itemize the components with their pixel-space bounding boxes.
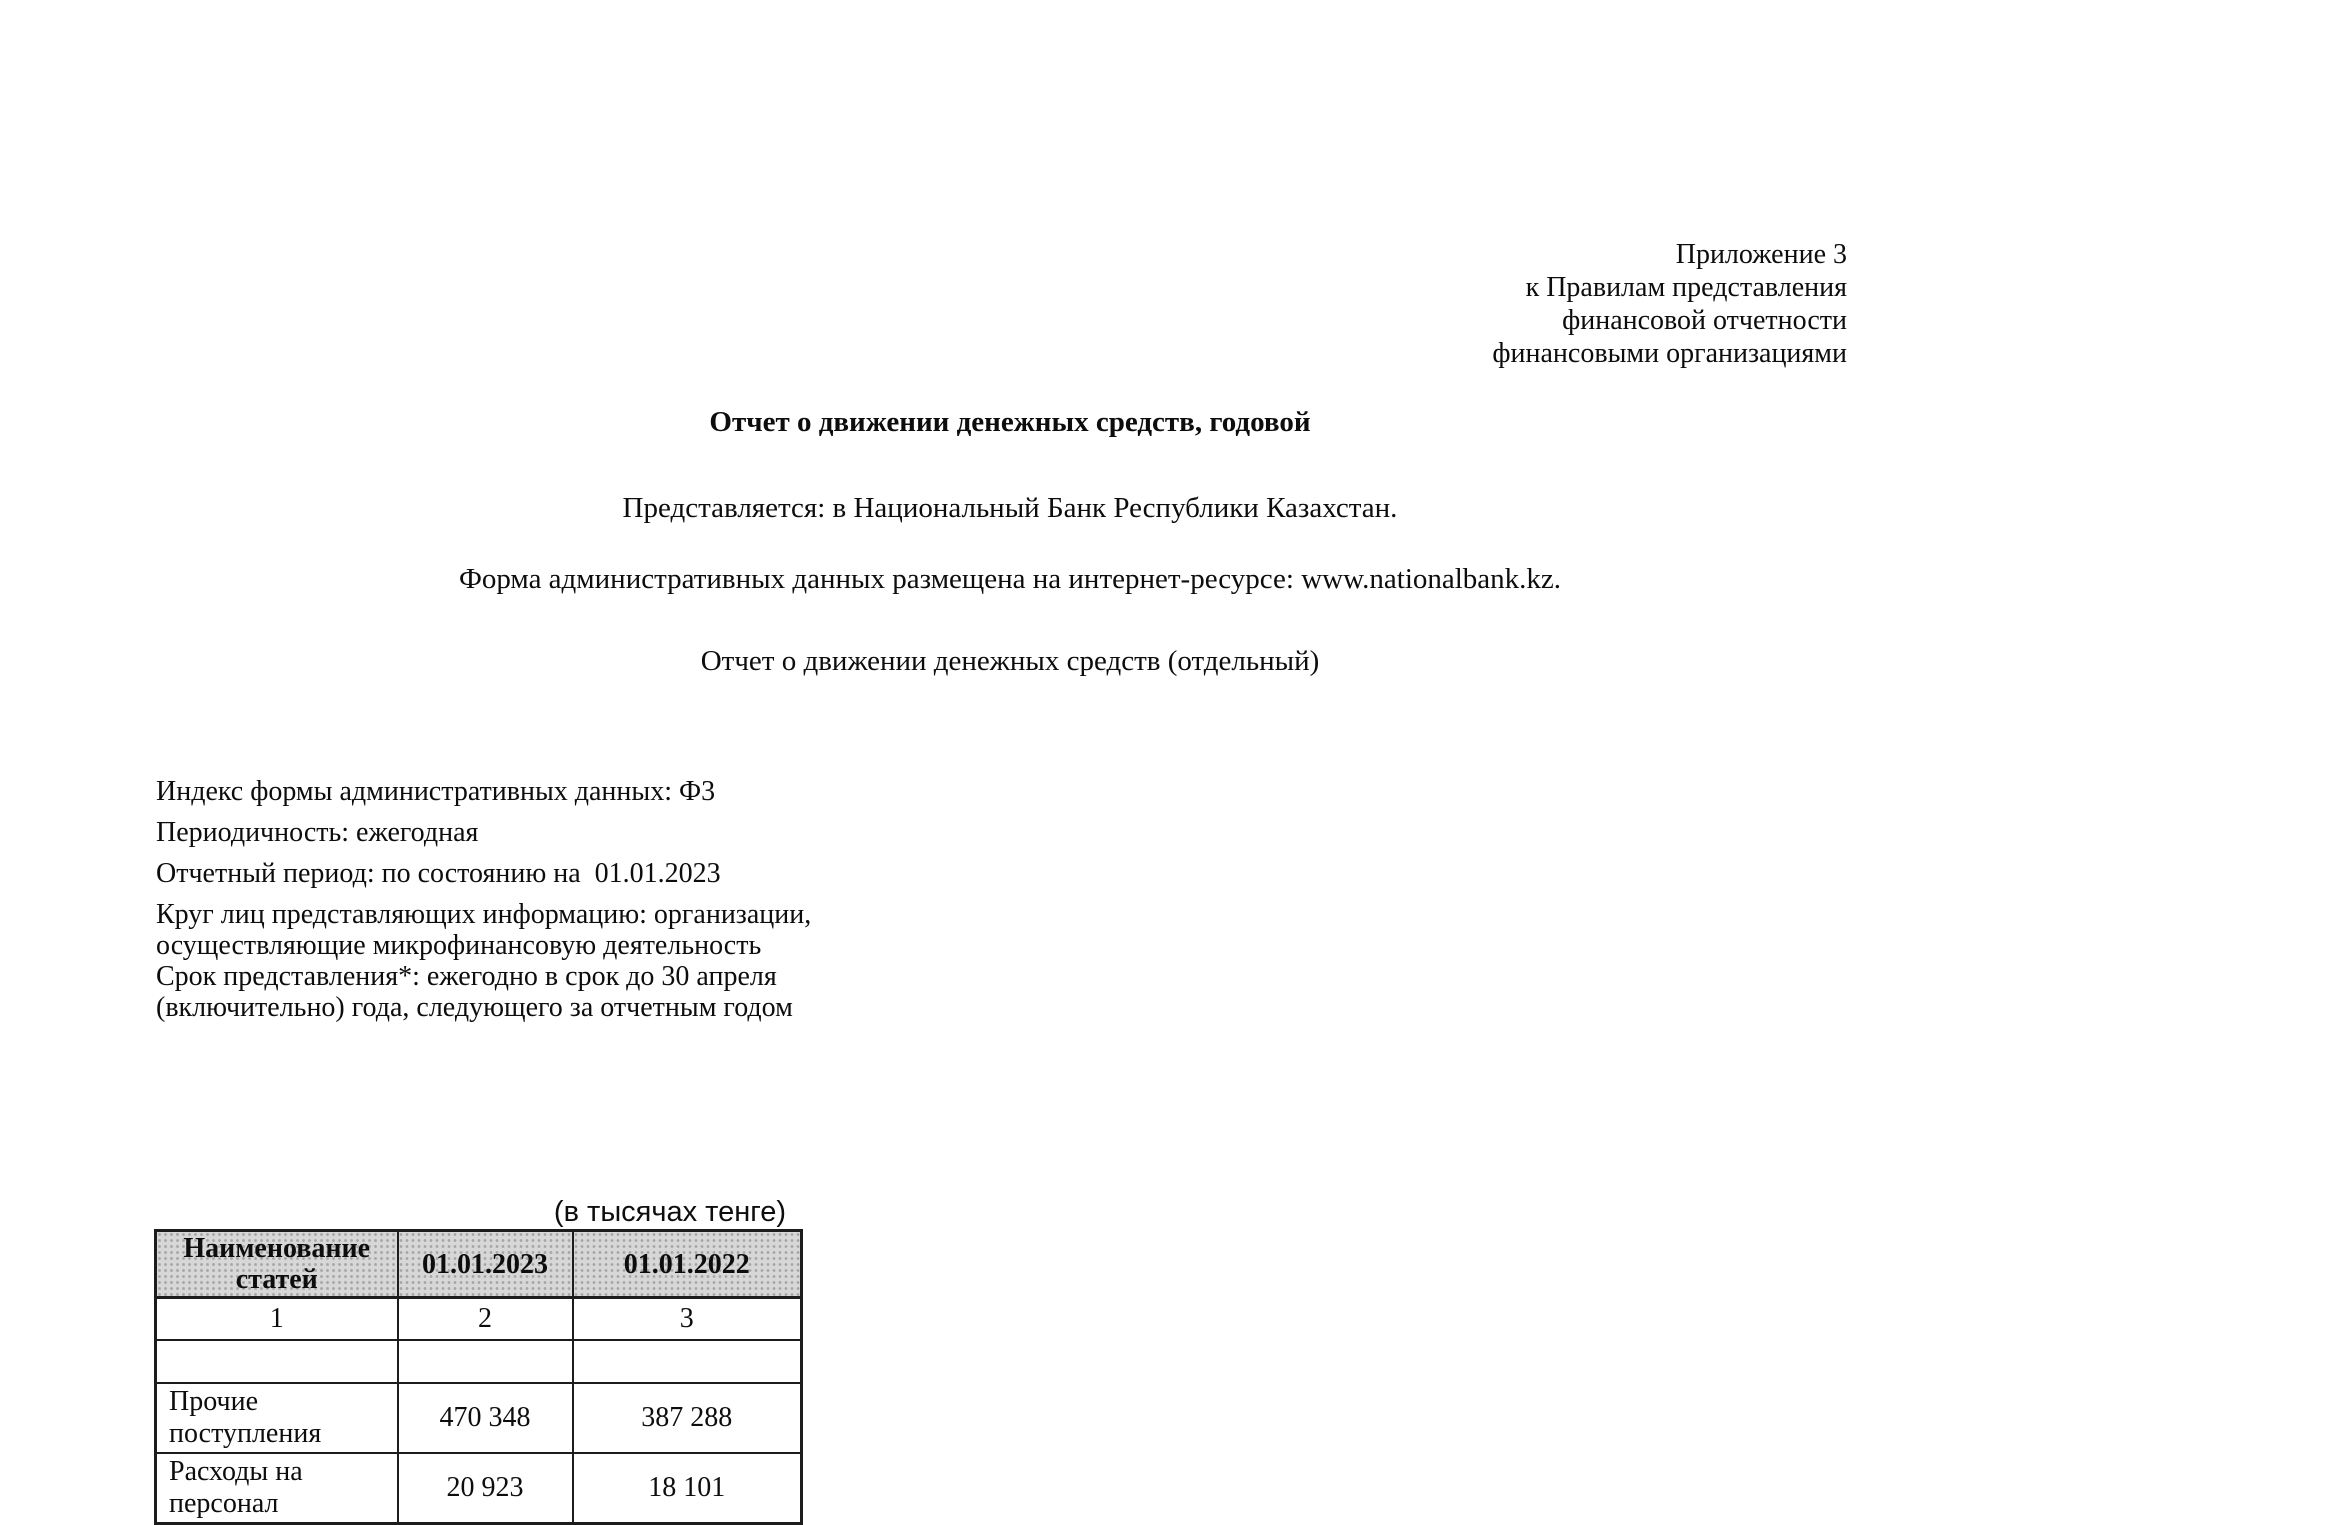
column-numbering-row <box>156 1298 802 1341</box>
units-note: (в тысячах тенге) <box>553 1196 786 1228</box>
table-row-personnel-expenses <box>156 1453 802 1524</box>
column-header-item-name: Наименование статей <box>156 1231 398 1298</box>
table-row-other-receipts <box>156 1383 802 1453</box>
row-value-2023: 20 923 <box>398 1453 573 1524</box>
info-periodicity: Периодичность: ежегодная <box>156 817 479 848</box>
column-number-3: 3 <box>573 1298 802 1341</box>
form-info-block <box>156 776 811 1023</box>
report-subtitle: Отчет о движении денежных средств (отдельный) <box>700 645 1320 677</box>
appendix-line: к Правилам представления <box>1525 272 1847 303</box>
row-label-cell <box>156 1340 398 1383</box>
row-value-2022: 18 101 <box>573 1453 802 1524</box>
row-value-2023 <box>398 1340 573 1383</box>
info-deadline-line-1: Срок представления*: ежегодно в срок до 30 апреля <box>156 961 777 992</box>
info-respondents-line-2: осуществляющие микрофинансовую деятельность <box>156 930 762 961</box>
cash-flow-table <box>154 1229 803 1525</box>
row-value-2022: 387 288 <box>573 1383 802 1453</box>
appendix-line: финансовой отчетности <box>1562 305 1847 336</box>
column-header-01-01-2022: 01.01.2022 <box>573 1231 802 1298</box>
info-respondents-line-1: Круг лиц представляющих информацию: организации, <box>156 899 812 930</box>
row-value-2022 <box>573 1340 802 1383</box>
report-title: Отчет о движении денежных средств, годовой <box>709 406 1311 438</box>
column-number-2: 2 <box>398 1298 573 1341</box>
appendix-line: финансовыми организациями <box>1492 338 1847 369</box>
column-number-1: 1 <box>156 1298 398 1341</box>
table-row-empty <box>156 1340 802 1383</box>
appendix-line: Приложение 3 <box>1675 239 1847 270</box>
info-deadline-line-2: (включительно) года, следующего за отчетным годом <box>156 992 793 1023</box>
info-form-index: Индекс формы административных данных: Ф3 <box>156 776 716 807</box>
row-value-2023: 470 348 <box>398 1383 573 1453</box>
column-header-01-01-2023: 01.01.2023 <box>398 1231 573 1298</box>
info-report-period: Отчетный период: по состоянию на 01.01.2023 <box>156 858 721 889</box>
row-label-cell: Расходы на персонал <box>156 1453 398 1524</box>
appendix-reference-block <box>1492 238 1847 370</box>
form-location-line: Форма административных данных размещена на интернет-ресурсе: www.nationalbank.kz. <box>458 563 1562 595</box>
row-label-cell: Прочие поступления <box>156 1383 398 1453</box>
table-header-row <box>156 1231 802 1298</box>
submitted-to-line: Представляется: в Национальный Банк Республики Казахстан. <box>622 492 1398 524</box>
